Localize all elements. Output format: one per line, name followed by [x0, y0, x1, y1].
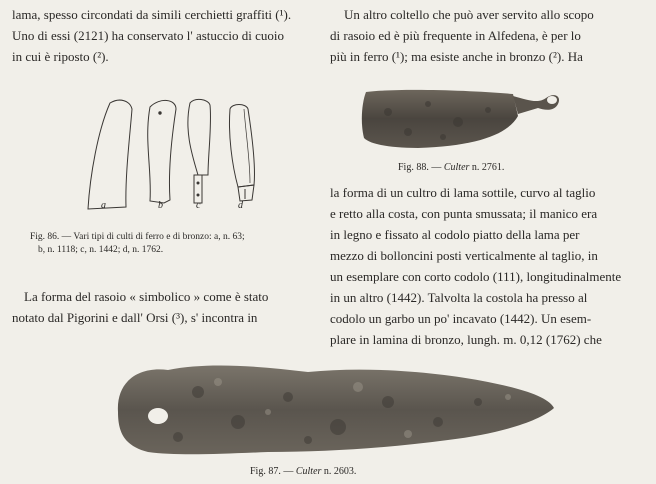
text-line: in cui è riposto (²). [12, 49, 109, 64]
text-line: in legno e fissato al codolo piatto della lama per [330, 227, 580, 242]
fig88-photo [358, 82, 568, 154]
fig86-label-a: a [101, 200, 106, 211]
caption-suffix: n. 2761. [469, 162, 505, 173]
text-line: codolo un garbo un po' incavato (1442). Un esem- [330, 311, 592, 326]
blade-d-outline [229, 105, 254, 188]
text-line: Un altro coltello che può aver servito allo scopo [344, 7, 594, 22]
fig86-caption [30, 231, 320, 257]
blade-b-outline [148, 100, 176, 203]
caption-italic: Culter [443, 162, 470, 173]
knife-blade [362, 90, 518, 148]
fig86-label-d: d [238, 200, 243, 211]
caption-line: Fig. 86. — Vari tipi di culti di ferro e di bronzo: a, n. 63; [30, 232, 245, 242]
text-line: notato dal Pigorini e dall' Orsi (³), s' incontra in [12, 310, 258, 325]
right-top-text [330, 4, 646, 67]
caption-italic: Culter [295, 466, 322, 477]
text-line: più in ferro (¹); ma esiste anche in bronzo (²). Ha [330, 49, 583, 64]
caption-line: b, n. 1118; c, n. 1442; d, n. 1762. [38, 245, 164, 255]
corroded-blade [118, 366, 554, 455]
fig88-caption [398, 162, 598, 173]
caption-prefix: Fig. 88. — [398, 162, 444, 173]
text-line: Uno di essi (2121) ha conservato l' astuccio di cuoio [12, 28, 285, 43]
fig86-label-b: b [158, 200, 163, 211]
fig86-label-c: c [196, 200, 201, 211]
text-line: di rasoio ed è più frequente in Alfedena, è per lo [330, 28, 581, 43]
text-line: in un altro (1442). Talvolta la costola ha presso al [330, 290, 588, 305]
text-line: la forma di un cultro di lama sottile, curvo al taglio [330, 185, 596, 200]
fig86-drawing [80, 95, 290, 220]
right-paragraph [330, 182, 646, 350]
text-line: mezzo di bolloncini posti verticalmente al taglio, in [330, 248, 598, 263]
blade-a-outline [88, 100, 132, 209]
text-line: e retto alla costa, con punta smussata; il manico era [330, 206, 598, 221]
left-bottom-text [12, 286, 310, 328]
text-line: La forma del rasoio « simbolico » come è stato [24, 289, 269, 304]
blade-c-outline [188, 99, 211, 175]
text-line: plare in lamina di bronzo, lungh. m. 0,12 (1762) che [330, 332, 602, 347]
caption-suffix: n. 2603. [321, 466, 357, 477]
fig87-photo [108, 352, 558, 462]
rivet-hole [148, 408, 168, 424]
text-line: lama, spesso circondati da simili cerchietti graffiti (¹). [12, 7, 292, 22]
text-line: un esemplare con corto codolo (111), longitudinalmente [330, 269, 622, 284]
fig87-caption [250, 466, 470, 477]
left-top-text [12, 4, 310, 67]
caption-prefix: Fig. 87. — [250, 466, 296, 477]
